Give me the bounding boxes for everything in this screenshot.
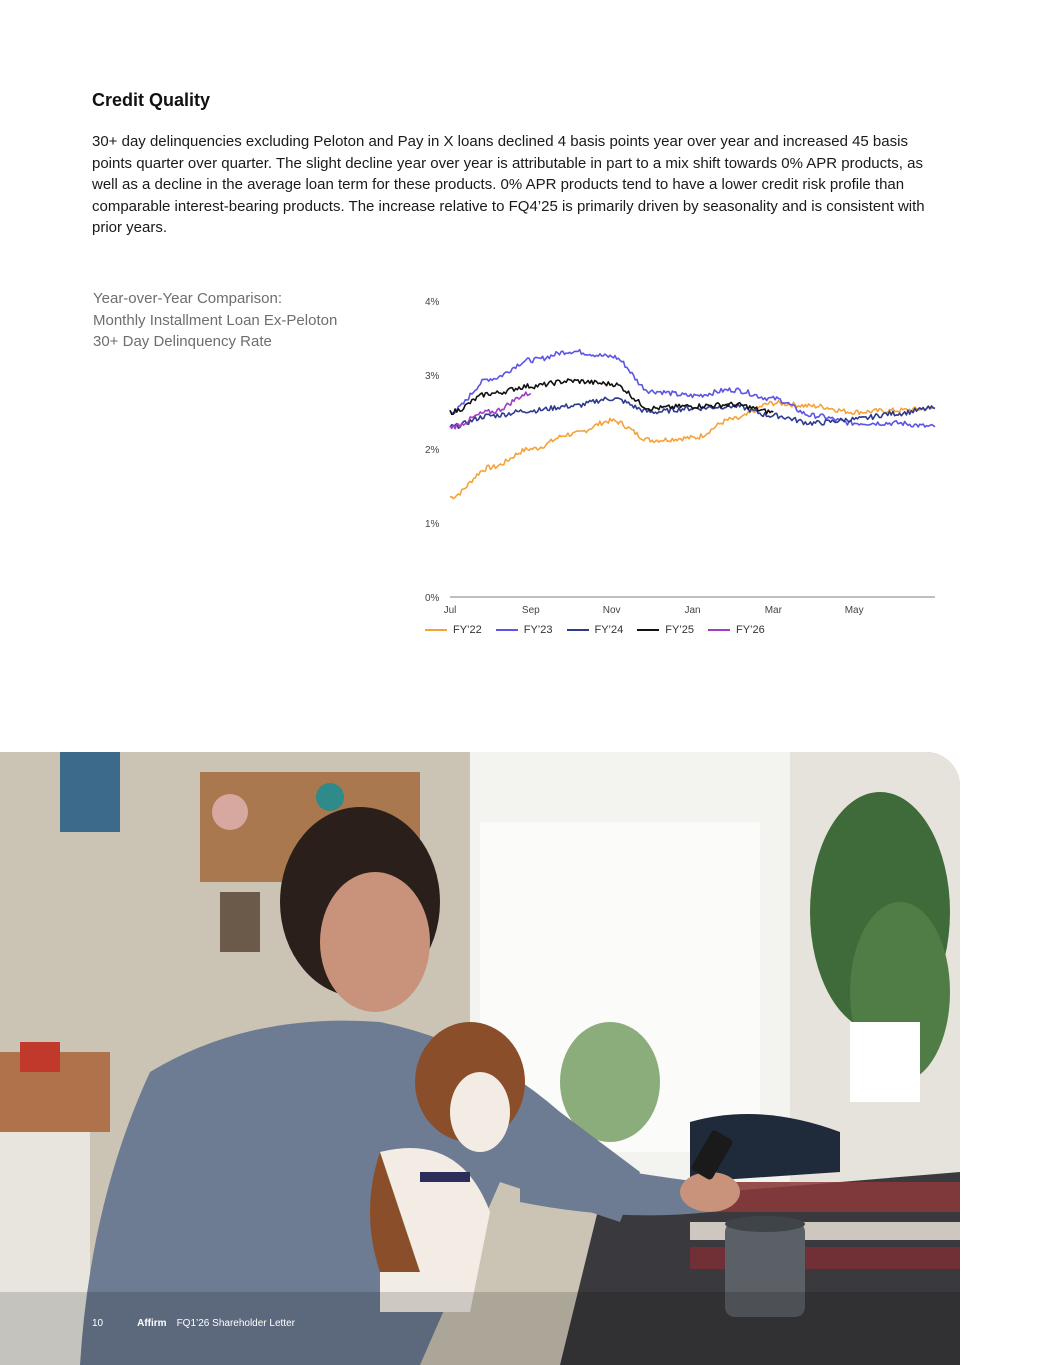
y-tick-label: 1% [425,519,440,530]
footer-document-title: FQ1’26 Shareholder Letter [176,1318,295,1329]
legend-label: FY’24 [594,624,624,636]
x-tick-label: May [844,605,864,615]
legend-item [425,624,482,636]
legend-label: FY’23 [523,624,553,636]
y-tick-label: 4% [425,297,440,308]
credit-quality-paragraph: 30+ day delinquencies excluding Peloton and Pay in X loans declined 4 basis points year over year and increased 45 basis points quarter over quarter. The slight decline year over year is attributable in part to a mix shift towards 0% APR products, as well as a decline in the average loan term for these products. 0% APR products tend to have a lower credit risk profile than comparable interest-bearing products. The increase relative to FQ4’25 is primarily driven by seasonality and is consistent with prior years. [92,133,925,236]
x-tick-label: Jul [443,605,457,615]
legend-item [496,624,553,636]
legend-label: FY’22 [453,624,482,636]
chart-caption-line-1: Year-over-Year Comparison: [93,290,282,307]
legend-item [567,624,624,636]
legend-swatch [708,629,730,631]
section-title: Credit Quality [92,90,211,110]
y-tick-label: 2% [425,445,440,456]
photo-illustration [0,752,960,1365]
legend-swatch [637,629,659,631]
legend-item [637,624,694,636]
y-tick-label: 0% [425,593,440,604]
x-tick-label: Nov [602,605,621,615]
page-footer [92,1318,295,1329]
chart-caption-line-2: Monthly Installment Loan Ex-Peloton [93,311,338,329]
chart-legend [425,624,765,636]
series-line-fy22 [450,401,935,499]
legend-label: FY’26 [736,624,765,636]
chart-caption-line-3: 30+ Day Delinquency Rate [93,333,272,350]
x-tick-label: Mar [764,605,782,615]
y-tick-label: 3% [425,371,440,382]
page-number: 10 [92,1318,104,1329]
footer-brand: Affirm [137,1318,167,1329]
x-tick-label: Jan [684,605,701,615]
legend-swatch [567,629,589,631]
legend-label: FY’25 [665,624,694,636]
x-tick-label: Sep [521,605,540,615]
legend-swatch [496,629,518,631]
delinquency-line-chart [405,285,950,615]
chart-caption [93,288,393,353]
lifestyle-photo [0,752,960,1365]
legend-item [708,624,765,636]
legend-swatch [425,629,447,631]
